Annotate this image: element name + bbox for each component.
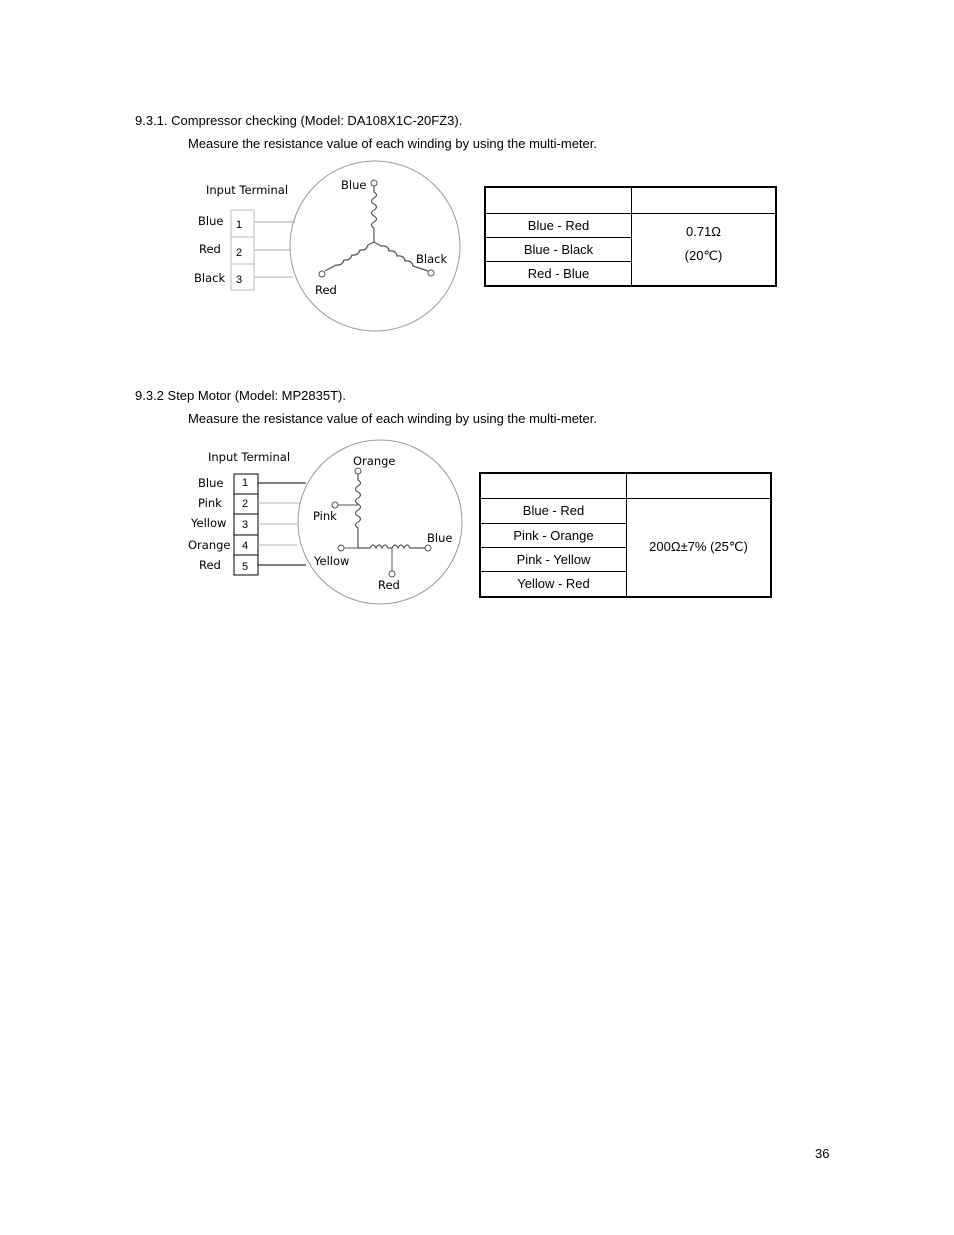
wire-label-blue-2: Blue	[198, 476, 224, 490]
winding-pair-yellow-red: Yellow - Red	[480, 571, 627, 597]
terminal-number-3: 3	[236, 274, 243, 286]
winding-coil-horizontal	[358, 545, 425, 548]
winding-pair-blue-red: Blue - Red	[485, 213, 632, 237]
wire-label-blue: Blue	[198, 214, 224, 228]
section-heading-step-motor: 9.3.2 Step Motor (Model: MP2835T).	[135, 388, 346, 403]
winding-pair-pink-yellow: Pink - Yellow	[480, 547, 627, 571]
table2-header-value	[627, 473, 772, 498]
terminal-number-1: 1	[236, 219, 243, 231]
page-number: 36	[815, 1146, 830, 1161]
step-resistance-value: 200Ω±7% (25℃)	[627, 498, 772, 597]
terminal-number-2: 2	[236, 247, 243, 259]
motor-label-blue: Blue	[341, 178, 367, 192]
instruction-text-step-motor: Measure the resistance value of each winding by using the multi-meter.	[188, 411, 597, 426]
terminal-number-2-1: 1	[242, 477, 249, 489]
winding-pair-pink-orange: Pink - Orange	[480, 523, 627, 547]
instruction-text-compressor: Measure the resistance value of each winding by using the multi-meter.	[188, 136, 597, 151]
winding-pair-red-blue: Red - Blue	[485, 261, 632, 286]
motor-label-orange: Orange	[353, 454, 396, 468]
wire-label-red-2: Red	[199, 558, 221, 572]
wire-label-red: Red	[199, 242, 221, 256]
winding-coil-left	[325, 242, 374, 271]
compressor-resistance-table	[484, 186, 777, 287]
wire-label-orange: Orange	[188, 538, 231, 552]
winding-pair-blue-red-2: Blue - Red	[480, 498, 627, 523]
resistance-value-cell	[632, 213, 777, 286]
motor-label-pink: Pink	[313, 509, 337, 523]
section-heading-compressor: 9.3.1. Compressor checking (Model: DA108X1C-20FZ3).	[135, 113, 463, 128]
motor-label-black: Black	[416, 252, 448, 266]
wire-label-pink: Pink	[198, 496, 222, 510]
wire-label-black: Black	[194, 271, 226, 285]
compressor-motor-circle	[290, 161, 460, 331]
terminal-number-2-3: 3	[242, 519, 249, 531]
table-header-pair	[485, 187, 632, 213]
input-terminal-label-2: Input Terminal	[208, 450, 291, 464]
resistance-temperature: (20℃)	[684, 247, 723, 263]
table-header-value	[632, 187, 777, 213]
winding-coil-vertical	[356, 474, 361, 548]
compressor-wiring-diagram	[194, 161, 460, 331]
input-terminal-label: Input Terminal	[206, 183, 289, 197]
motor-label-yellow: Yellow	[314, 554, 350, 568]
table2-header-pair	[480, 473, 627, 498]
terminal-number-2-4: 4	[242, 540, 249, 552]
winding-coil-top	[372, 186, 377, 242]
terminal-block	[231, 210, 254, 290]
terminal-number-2-5: 5	[242, 561, 249, 573]
step-motor-wiring-diagram	[188, 440, 462, 604]
motor-label-blue-2: Blue	[427, 531, 453, 545]
resistance-value: 0.71Ω	[685, 223, 722, 239]
wire-label-yellow: Yellow	[191, 516, 227, 530]
step-motor-resistance-table	[479, 472, 772, 598]
winding-pair-blue-black: Blue - Black	[485, 237, 632, 261]
terminal-number-2-2: 2	[242, 498, 249, 510]
motor-label-red-2: Red	[378, 578, 400, 592]
motor-label-red: Red	[315, 283, 337, 297]
